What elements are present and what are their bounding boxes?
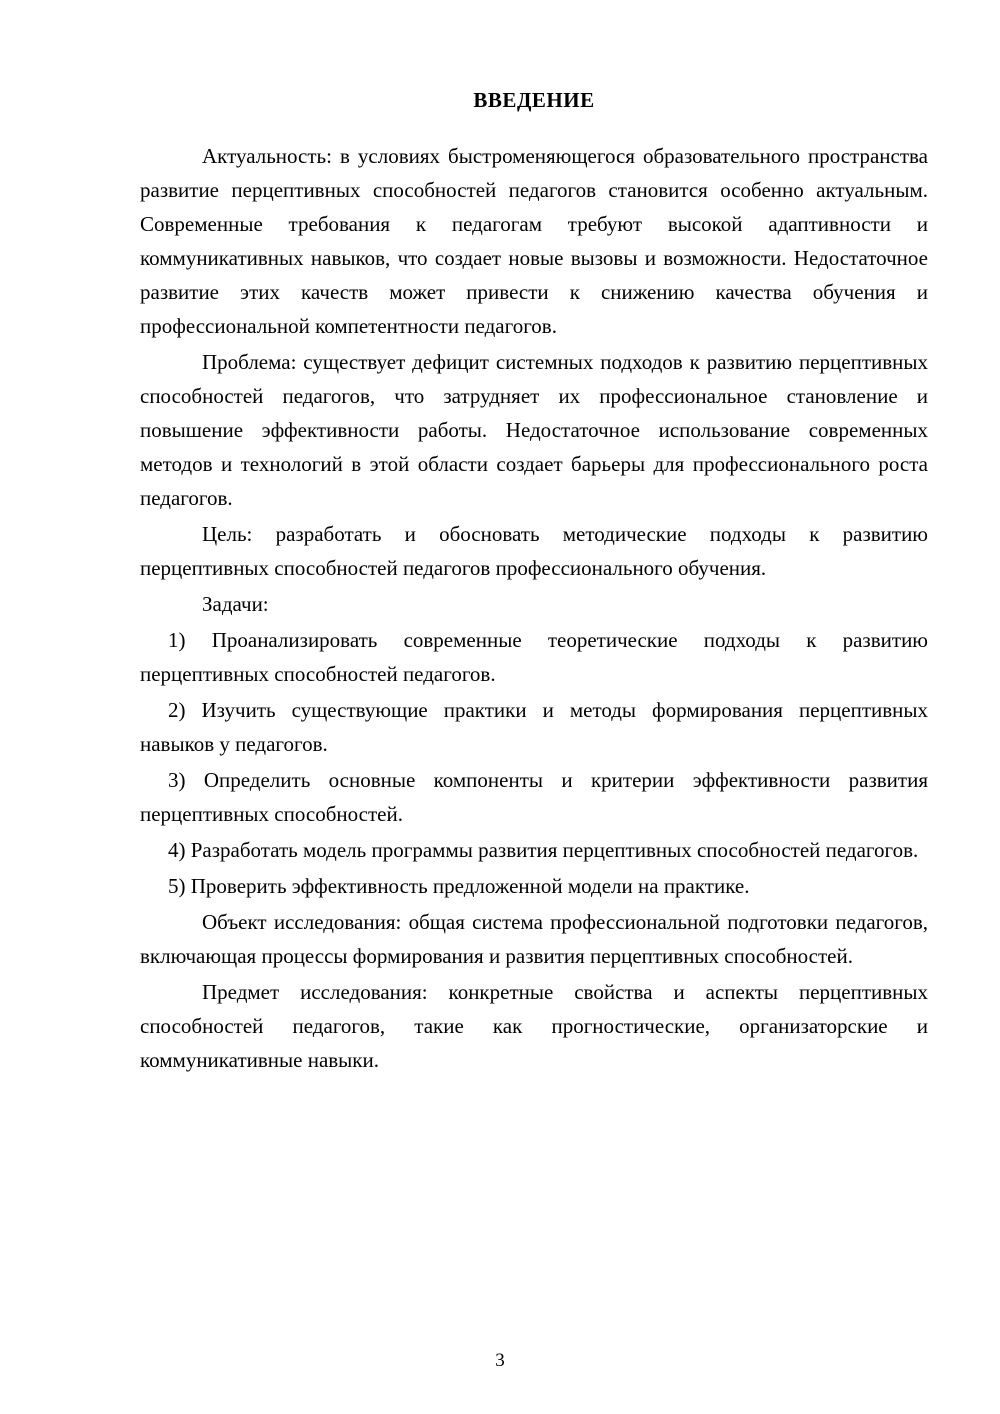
paragraph-tasks-heading: Задачи: bbox=[202, 592, 269, 617]
paragraph-relevance: Актуальность: в условиях быстроменяющегося образовательного пространства развитие перцептивных способностей педагогов становится особенно актуальным. Современные требования к педагогам требуют высокой адаптивности и коммуникативных навыков, что создает новые вызовы и возможности. Недостаточное развитие этих качеств может привести к снижению качества обучения и профессиональной компетентности педагогов. bbox=[140, 144, 928, 339]
paragraph-goal: Цель: разработать и обосновать методические подходы к развитию перцептивных способностей педагогов профессионального обучения. bbox=[140, 522, 928, 581]
task-item-5: 5) Проверить эффективность предложенной модели на практике. bbox=[168, 874, 750, 899]
task-item-4: 4) Разработать модель программы развития перцептивных способностей педагогов. bbox=[168, 838, 919, 863]
task-item-2: 2) Изучить существующие практики и методы формирования перцептивных навыков у педагогов. bbox=[140, 698, 928, 757]
paragraph-subject: Предмет исследования: конкретные свойства и аспекты перцептивных способностей педагогов, такие как прогностические, организаторские и коммуникативные навыки. bbox=[140, 980, 928, 1073]
task-item-1: 1) Проанализировать современные теоретические подходы к развитию перцептивных способностей педагогов. bbox=[140, 628, 928, 687]
paragraph-problem: Проблема: существует дефицит системных подходов к развитию перцептивных способностей педагогов, что затрудняет их профессиональное становление и повышение эффективности работы. Недостаточное использование современных методов и технологий в этой области создает барьеры для профессионального роста педагогов. bbox=[140, 350, 928, 511]
page-number: 3 bbox=[495, 1350, 505, 1371]
paragraph-object: Объект исследования: общая система профессиональной подготовки педагогов, включающая процессы формирования и развития перцептивных способностей. bbox=[140, 910, 928, 969]
page-title: ВВЕДЕНИЕ bbox=[473, 88, 595, 112]
task-item-3: 3) Определить основные компоненты и критерии эффективности развития перцептивных способностей. bbox=[140, 768, 928, 827]
